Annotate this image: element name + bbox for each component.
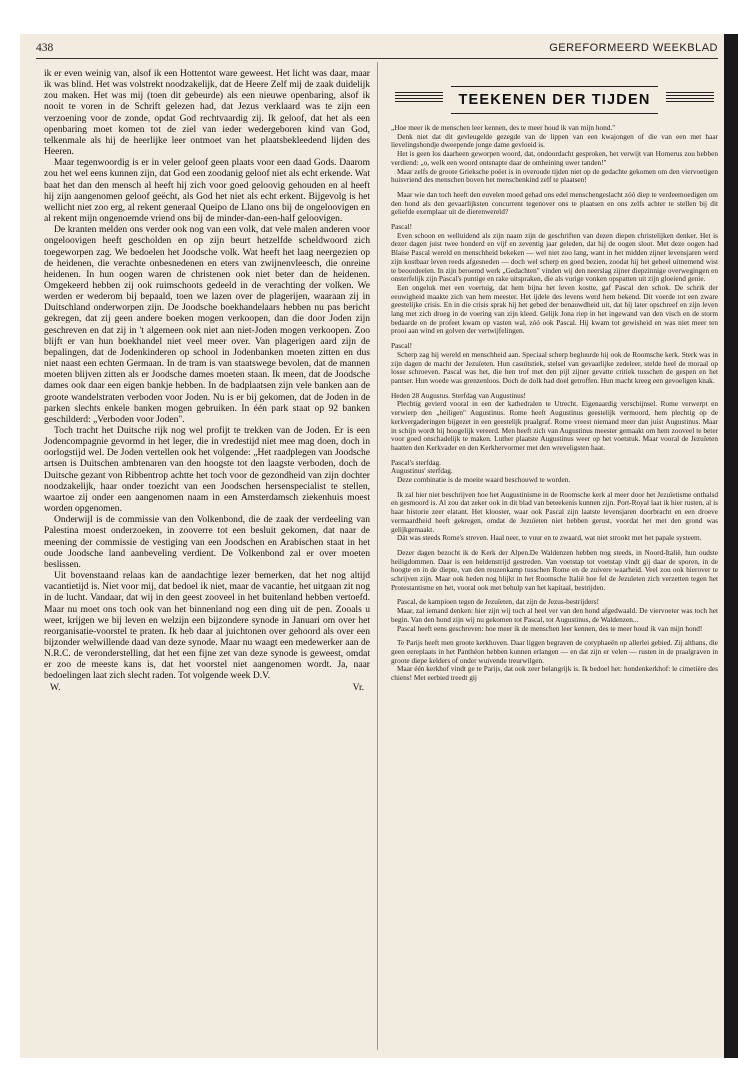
article-paragraph: De kranten melden ons verder ook nog van een volk, dat vele malen anderen voor ongeloovigen heeft gescholden en op zijn beurt hetzelfde scheldwoord zich toegeworpen zag. We bedoelen het Joodsche volk. Wat heeft het laag neergezien op de heidenen, die verachte onbesnedenen en eters van zwijnenvleesch, die onreine heidenen. In hun oogen waren de christenen ook niet beter dan de heidenen. Omgekeerd hebben zij ook ruimschoots gedeeld in de verachting der volken. We werden er wederom bij bepaald, toen we lazen over de plagerijen, waaraan zij in Duitschland onderworpen zijn. De Joodsche boekhandelaars hebben nu pas bericht gekregen, dat zij geen andere boeken mogen verkoopen, dan die door Joden zijn geschreven en dat zij in 't algemeen ook niet aan niet-Joden mogen verkoopen. Zoo blijft er van hun boekhandel niet veel meer over. Van plagerigen aard zijn de bepalingen, dat de Jodenkinderen op school in Jodenbanken moeten zitten en dus niet naast een echten Germaan. In de tram is van staatswege bevolen, dat de mannen moeten blijven zitten als er Joodsche dames moeten staan. Ik meen, dat de Joodsche dames ook daar een eigen bankje hebben. In de badplaatsen zijn vele banken aan de groote wandelstraten verboden voor Joden. Nu is er bij gekomen, dat de Joden in de parken slechts enkele banken mogen gebruiken. In één park staat op 92 banken geschilderd: „Verboden voor Joden". [44,224,370,425]
article-paragraph: Pascal, de kampioen tegen de Jezuïeten, dat zijn de Jezus-bestrijders! [397,597,600,607]
article-paragraph: ik er even weinig van, alsof ik een Hottentot ware geweest. Het licht was daar, maar ik was blind. Het was volstrekt noodzakelijk, dat de Heere Zelf mij de zaak duidelijk zou maken. Het was mij (toen dit gebeurde) als een nieuwe openbaring, alsof ik nooit te voren in de Schrift gelezen had, dat Jezus verklaard was te zijn een verzoening voor de zonde, opdat God rechtvaardig zij. Ik geloof, dat het als een openbaring moet komen tot de ziel van ieder wedergeboren kind van God, telkenmale als hij de heerlijke leer ontmoet van het plaatsbekleedend lijden des Heeren. [44,68,370,158]
article-paragraph: Uit bovenstaand relaas kan de aandachtige lezer bemerken, dat het nog altijd vacantietijd is. Niet voor mij, dat bedoel ik niet, maar de vacantie, het uitgaan zit nog in de lucht. Vandaar, dat wij in den geest zooveel in het buitenland hebben vertoefd. Maar nu moet ons toch ook van het binnenland nog een ding uit de pen. Zooals u weet, krijgen we bij leven en welzijn een bijzondere synode in Januari om over het reorganisatie-voorstel te praten. Ik heb daar al juichtonen over gehoord als over een bijzonder welwillende daad van deze synode. Maar nu waagt een medewerker aan de N.R.C. de veronderstelling, dat het een fijne zet van deze synode is geweest, omdat er zoo de meeste kans is, dat het voorstel niet aangenomen wordt. Ja, naar bedoelingen laat zich slecht raden. Tot volgende week D.V. [44,570,370,682]
article-paragraph: Plechtig gevierd vooral in een der kathedralen te Utrecht. Eigenaardig verschijnsel. Rome verwerpt en verwierp den „heiligen" Augustinus. Rome heeft Augustinus geestelijk vermoord, hem plechtig op de kerkvergaderingen bijgezet in een geestelijk praalgraf. Rome vreest niemand meer dan juist Augustinus. Maar in schijn wordt hij hoogelijk vereerd. Men heeft zich van Augustinus meester gemaakt om hem zooveel te beter voor goed onschadelijk te maken. Luther plaatste Augustinus weer op het voetstuk. Maar vooral de Jezuïeten haatten den Kerkvader en den Kerkhervormer met den wreveligsten haat. [391,399,718,452]
article-paragraph: Pascal's sterfdag. [391,457,441,467]
article-paragraph: Heden 28 Augustus. Sterfdag van Augustinus! [391,390,526,400]
article-paragraph: Een ongeluk met een voertuig, dat hem bijna het leven kostte, gaf Pascal den schok. De schrik der eeuwigheid maakte zich van hem meester. Het ijdele des levens werd hem bekend. Dit voerde tot een zware geestelijke crisis. En in die crisis sprak hij het gebed der benauwdheid uit, dat hij later opschreef en zijn leven lang met zich droeg in de voering van zijn kleed. Gelijk Jona riep in het ingewand van den visch en de storm bedaarde en de profeet kwam op vasten wal, zóó ook Pascal. Hij kwam tot gewisheid en was niet meer ten prooi aan wind en golven der vertwijfelingen. [391,282,718,336]
left-column [44,68,370,693]
page-edge [724,34,738,1058]
article-paragraph: Dát was steeds Rome's streven. Haal neer, te vuur en te zwaard, wat niet strookt met het papale systeem. [397,533,702,543]
page-number: 438 [36,42,54,54]
newspaper-page [20,34,724,1058]
header-rule [36,58,718,59]
article-paragraph: Deze combinatie is de moeite waard beschouwd te worden. [397,475,571,485]
article-paragraph: Onderwijl is de commissie van den Volkenbond, die de zaak der verdeeling van Palestina moest onderzoeken, in zooverre tot een besluit gekomen, dat naar de meening der commissie de vestiging van een Joodschen en Arabischen staat in het oude Joodsche land aanbeveling verdient. De Volkenbond zal er over moeten beslissen. [44,514,370,570]
article-paragraph: Scherp zag hij wereld en menschheid aan. Speciaal scherp begluurde hij ook de Roomsche kerk. Sterk was in zijn dagen de macht der Jezuïeten. Hun casuïtstiek, stelsel van gevaarlijke zedeleer, stelde heel de moraal op losse schroeven. Pascal was het, die hen trof met den pijl zijner gevatte critiek tusschen de gespen en het pantser. Hun woede was grenzenloos. Doch de dolk had doel getroffen. Hun macht kreeg een gevoeligen knak. [391,349,718,385]
article-paragraph: Toch tracht het Duitsche rijk nog wel profijt te trekken van de Joden. Er is een Jodencompagnie gevormd in het leger, die in vredestijd niet mee mag doen, doch in oorlogstijd wel. De Joden vertellen ook het volgende: „Het raadplegen van Joodsche artsen is Duitschen ambtenaren van den hoogste tot den laagste verboden, doch de Duitsche gezant von Ribbentrop achtte het toch voor de gezondheid van zijn dochter noodzakelijk, haar onder toezicht van een Joodschen hersenspecialist te stellen, waartoe zij onder een aangenomen naam in een Amsterdamsch ziekenhuis moest worden opgenomen. [44,425,370,515]
signature-line [44,682,370,693]
article-paragraph: Ik zal hier niet beschrijven hoe het Augustinisme in de Roomsche kerk al meer door het Jezuïetisme onthalsd en gesmoord is. Al zou dat zeker ook in dit blad van beteekenis kunnen zijn. Port-Royal laat ik hier rusten, al is haar historie zeer elatant. Het klooster, waar ook Pascal zijn laatste levensjaren doorbracht en een droeve vermaardheid heeft gekregen, omdat de Jezuïeten niet hebben gerust, voordat het met den grond was gelijkgemaakt. [391,489,718,534]
article-paragraph: Te Parijs heeft men groote kerkhoven. Daar liggen begraven de coryphaeën op allerlei gebied. Zij althans, die geen eereplaats in het Panthéon hebben kunnen erlangen — en dat zijn er velen — rusten in de praalgraven in groote diepe kelders of onder wuivende treurwilgen. [391,638,718,665]
article-paragraph: Even schoon en welluidend als zijn naam zijn de geschriften van dezen diepen christelijken denker. Het is dezer dagen juist twee honderd en vijf en zeventig jaar geleden, dat hij de oogen sloot. Met deze oogen had Blaise Pascal wereld en menschheid bekeken — wel niet zoo lang, want in het midden zijner levensjaren werd zijn kostbaar leven reeds afgesneden — doch wel scherp en goed bezien, zoodat hij het geheel uitnemend wist te beoordeelen. In zijn beroemd werk „Gedachten" vinden wij den neerslag zijner diepzinnige overwegingen en onsterfelijk zijn Pascal's puntige en rake uitspraken, die als vurige vonken opspatten uit zijn gloeiend genie. [391,230,718,284]
section-title: TEEKENEN DER TIJDEN [458,91,651,108]
publication-title: GEREFORMEERD WEEKBLAD [549,42,718,54]
section-title-block [391,64,718,122]
signature-left: W. [50,681,61,693]
article-paragraph: Maar zelfs de groote Grieksche poëet is in overoude tijden niet op de gedachte gekomen om den viervoetigen huisvriend des menschen boven het menschenkind zelf te plaatsen! [391,166,718,185]
article-paragraph: Maar wie dan toch heeft den euvelen moed gehad ons edel menschengeslacht zóó diep te verdeemoedigen om den hond als den gevaarlijksten concurrent tegenover ons te plaatsen en ons zelfs achter te stellen bij dit geliefde exemplaar uit de dierenwereld? [391,189,718,217]
article-paragraph: Maar, zal iemand denken: hier zijn wij toch al heel ver van den hond afgedwaald. De viervoeter was toch het begin. Van den hond zijn wij nu gekomen tot Pascal, tot Augustinus, de Waldenzen... [391,606,718,624]
section-title-box [451,86,658,114]
right-paragraphs [391,124,718,683]
column-divider [377,62,378,1050]
title-rules-left [395,90,443,102]
right-column [391,64,718,683]
article-paragraph: Pascal! [391,341,413,351]
title-rules-right [666,90,714,102]
article-paragraph: „Hoe meer ik de menschen leer kennen, des te meer houd ik van mijn hond." [391,123,616,132]
signature-right: Vr. [352,681,364,693]
article-paragraph: Het is geen los daarheen geworpen woord, dat, ondoordacht gesproken, het verwijt van Homerus zou hebben verdiend: „o, welk een woord ontsnapte daar de omheining uwer tanden!" [391,149,718,167]
article-paragraph: Maar één kerkhof vindt ge te Parijs, dat ook zeer belangrijk is. Ik bedoel het: hondenkerkhof: le cimetière des chiens! Met eerbied treedt gij [391,664,718,683]
article-paragraph: Dezer dagen bezocht ik de Kerk der Alpen.De Waldenzen hebben nog steeds, in Noord-Italië, hun oudste heiligdommen. Daar is een heldenstrijd gestreden. Van voetstap tot voetstap vindt gij daar de sporen, in de hoogte en in de diepte, van den reuzenkamp tusschen Rome en de zuivere waarheid. Veel zou ook hierover te schrijven zijn. Maar ook heden nog blijkt in het Roomsche Italië hoe fel de Jezuïeten zich verzetten tegen het Protestantisme en het, vooral ook met behulp van het kapitaal, bestrijden. [391,547,718,592]
article-paragraph: Pascal heeft eens geschreven: hoe meer ik de menschen leer kennen, des te meer houd ik van mijn hond! [397,623,703,633]
article-paragraph: Pascal! [391,222,413,232]
article-paragraph: Maar tegenwoordig is er in veler geloof geen plaats voor een daad Gods. Daarom zou het wel eens kunnen zijn, dat God een zoodanig geloof niet als echt erkende. Wat baat het dan den mensch al heeft hij zich voor goed geloovig gehouden en al heeft hij zijn aangenomen geloof geëcht, als God het niet als echt erkent. Bijgevolg is het wellicht niet zoo erg, al rekent generaal Queipo de Llano ons bij de ongeloovigen en al rekent mijn ongenoemde vriend ons bij de minder-dan-een-half geloovigen. [44,157,370,225]
article-paragraph: Augustinus' sterfdag. [391,466,453,476]
article-paragraph: Denk niet dat dit gevleugelde gezegde van de lippen van een kwajongen of die van een met haar lievelingshondje dweepende jonge dame gevloeid is. [391,131,718,150]
